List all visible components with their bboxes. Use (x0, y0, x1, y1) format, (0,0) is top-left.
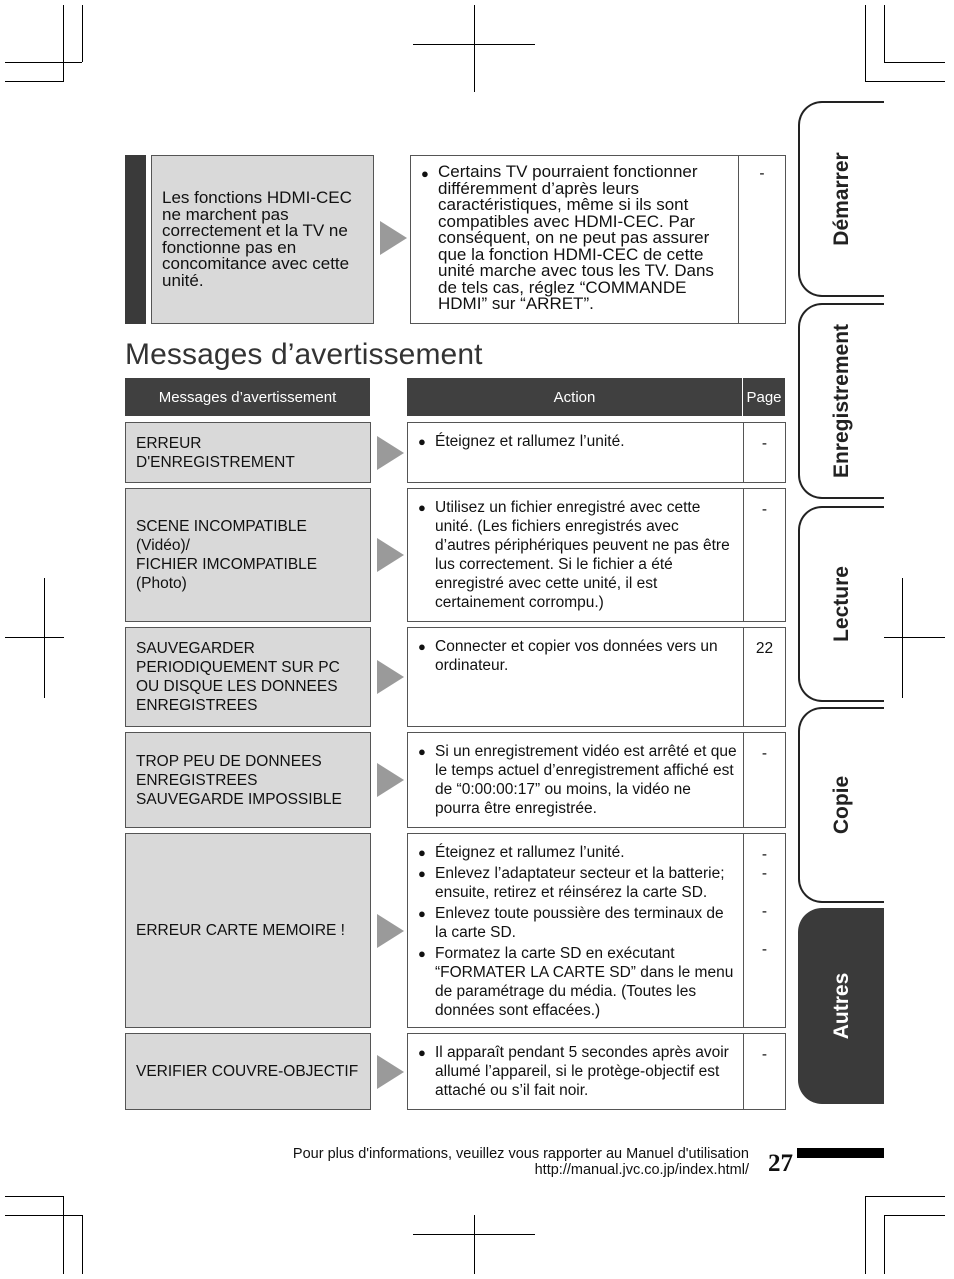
tab-label: Enregistrement (830, 323, 853, 479)
action-item (418, 944, 737, 1020)
message-cell (125, 488, 371, 622)
action-cell (407, 1033, 786, 1110)
message-text: VERIFIER COUVRE-OBJECTIF (136, 1063, 359, 1080)
action-item (418, 637, 737, 675)
arrow-icon (377, 1055, 404, 1089)
top-action-text: Certains TV pourraient fonctionner différemment d’après leurs caractéristiques, même si ils sont compatibles avec HDMI-CEC. Par conséquent, on ne peut pas assurer que la fonction HDMI-CEC de cette unité marche avec tous les TV. Dans de tels cas, réglez “COMMANDE HDMI” sur “ARRET”. (438, 162, 714, 313)
tab-demarrer[interactable] (798, 101, 884, 297)
action-item (418, 904, 737, 942)
message-cell (125, 732, 371, 828)
page-ref: - (761, 501, 768, 518)
tab-label: Démarrer (830, 152, 853, 246)
message-text: ERREUR D'ENREGISTREMENT (136, 434, 295, 471)
bullet-icon: ● (418, 434, 426, 449)
action-cell (407, 627, 786, 727)
action-cell (407, 488, 786, 622)
page-ref: - (761, 846, 768, 863)
arrow-icon (377, 436, 404, 470)
action-text: Éteignez et rallumez l’unité. (435, 433, 625, 450)
tab-label: Lecture (830, 566, 853, 642)
action-item (418, 1043, 737, 1100)
footer-line1: Pour plus d'informations, veuillez vous rapporter au Manuel d'utilisation (292, 1146, 749, 1162)
page-ref: - (761, 745, 768, 762)
problem-text: Les fonctions HDMI-CEC ne marchent pas correctement et la TV ne fonctionne pas en concomitance avec cette unité. (162, 188, 352, 290)
section-marker (125, 155, 146, 324)
footer-link[interactable]: http://manual.jvc.co.jp/index.html/ (534, 1162, 749, 1178)
bullet-icon: ● (421, 166, 429, 181)
action-text: Connecter et copier vos données vers un ordinateur. (435, 638, 718, 674)
message-text: SCENE INCOMPATIBLE (Vidéo)/ FICHIER IMCOMPATIBLE (Photo) (136, 518, 318, 592)
bullet-icon: ● (418, 744, 426, 759)
footer-note (293, 1146, 749, 1178)
arrow-icon (377, 914, 404, 948)
tab-enregistrement[interactable] (798, 303, 884, 499)
bullet-icon: ● (418, 845, 426, 860)
bullet-icon: ● (418, 866, 426, 881)
bullet-icon: ● (418, 639, 426, 654)
arrow-icon (377, 538, 404, 572)
page-ref: - (759, 165, 765, 182)
message-cell (125, 422, 371, 483)
tab-label: Copie (830, 775, 853, 835)
action-item (418, 742, 737, 818)
page-ref: - (761, 865, 768, 882)
action-text: Utilisez un fichier enregistré avec cette unité. (Les fichiers enregistrés avec d’autres périphériques peuvent ne pas être lus correctement. Si le fichier a été enregistré avec cette unité, il est certainement corrompu.) (435, 499, 730, 611)
action-item (418, 864, 737, 902)
message-cell (125, 833, 371, 1028)
action-item (418, 498, 737, 612)
problem-cell (151, 155, 374, 324)
message-text: TROP PEU DE DONNEES ENREGISTREES SAUVEGARDE IMPOSSIBLE (136, 752, 342, 808)
action-text: Enlevez toute poussière des terminaux de la carte SD. (435, 905, 724, 941)
bullet-icon: ● (418, 1045, 426, 1060)
action-text: Formatez la carte SD en exécutant “FORMATER LA CARTE SD” dans le menu de paramétrage du média. (Toutes les données sont effacées.) (435, 945, 734, 1019)
tab-label: Autres (830, 972, 853, 1040)
top-action-cell (410, 155, 786, 324)
action-item (418, 843, 737, 862)
arrow-icon (377, 660, 404, 694)
action-cell (407, 732, 786, 828)
page-ref: 22 (755, 640, 774, 657)
page-ref: - (761, 1046, 768, 1063)
page-number: 27 (768, 1150, 793, 1177)
action-item (418, 432, 737, 451)
action-text: Enlevez l’adaptateur secteur et la batterie; ensuite, retirez et réinsérez la carte SD. (435, 865, 725, 901)
message-text: SAUVEGARDER PERIODIQUEMENT SUR PC OU DISQUE LES DONNEES ENREGISTREES (136, 640, 340, 714)
arrow-icon (377, 763, 404, 797)
page-ref: - (761, 941, 768, 958)
page-ref: - (761, 903, 768, 920)
header-message: Messages d’avertissement (125, 378, 370, 416)
arrow-icon (380, 221, 407, 255)
action-cell (407, 422, 786, 483)
bullet-icon: ● (418, 906, 426, 921)
page-title: Messages d’avertissement (125, 338, 483, 371)
action-text: Si un enregistrement vidéo est arrêté et que le temps actuel d’enregistrement affiché est de “0:00:00:17” ou moins, la vidéo ne pourra être enregistrée. (435, 743, 737, 817)
message-cell (125, 1033, 371, 1110)
tab-copie[interactable] (798, 707, 884, 903)
footer-bar (797, 1148, 884, 1158)
action-text: Il apparaît pendant 5 secondes après avoir allumé l’appareil, si le protège-objectif est attaché ou s’il fait noir. (435, 1044, 729, 1099)
tab-autres[interactable] (798, 908, 884, 1104)
action-text: Éteignez et rallumez l’unité. (435, 844, 625, 861)
page-ref: - (761, 435, 768, 452)
header-action: Action (407, 378, 742, 416)
tab-lecture[interactable] (798, 506, 884, 702)
bullet-icon: ● (418, 946, 426, 961)
header-page: Page (743, 378, 785, 416)
message-text: ERREUR CARTE MEMOIRE ! (136, 922, 345, 939)
bullet-icon: ● (418, 500, 426, 515)
action-cell (407, 833, 786, 1028)
message-cell (125, 627, 371, 727)
